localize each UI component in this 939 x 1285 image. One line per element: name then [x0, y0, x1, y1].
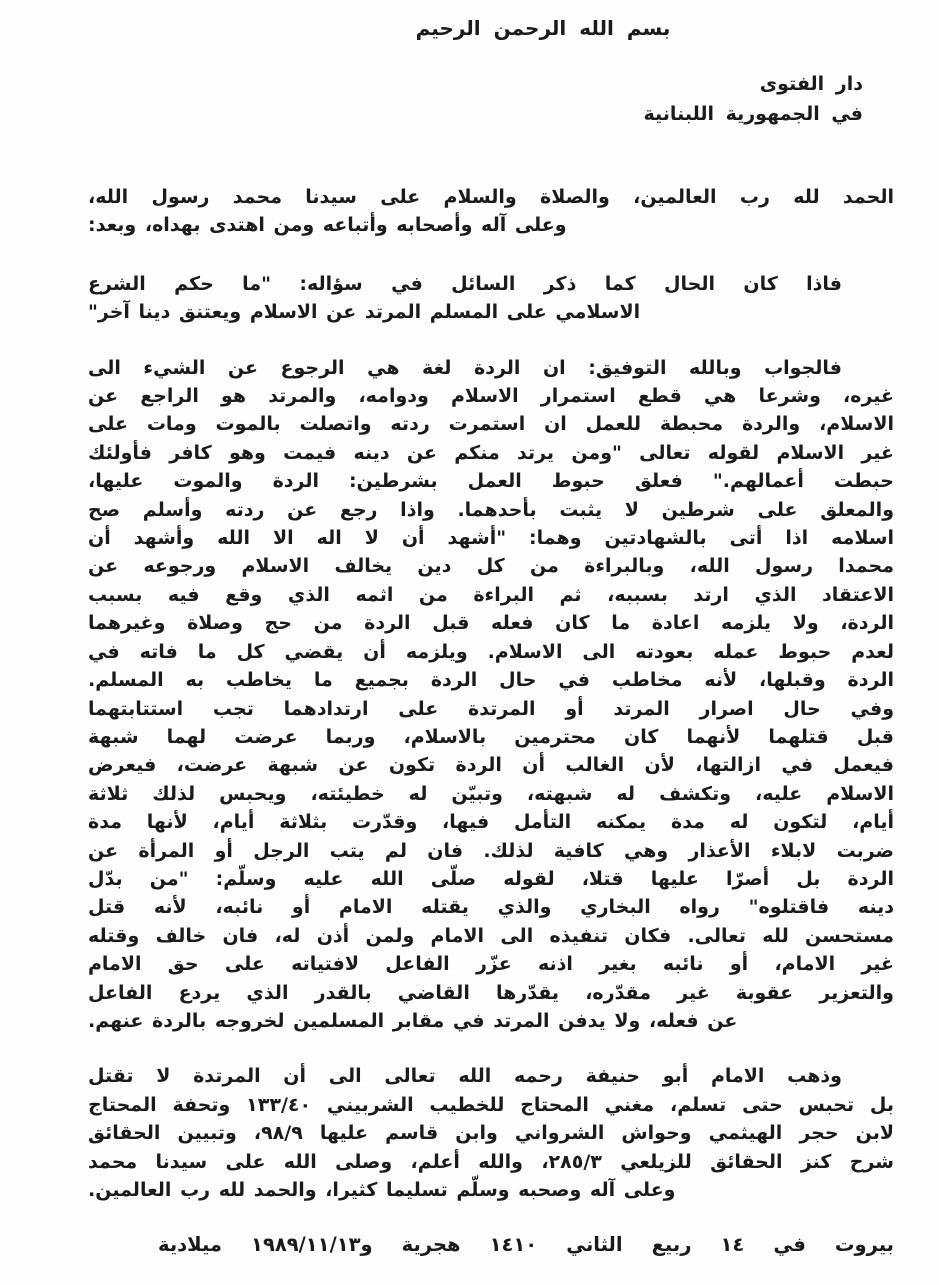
text-line: الاسلام عليه، وتكشف له شبهته، وتبيّن له خطيئته، ويحبس لذلك ثلاثة: [88, 782, 894, 805]
paragraph-hanafi-view-and-closing: [88, 1062, 894, 1204]
text-line: أيام، لتكون له مدة يمكنه التأمل فيها، وقدّرت بثلاثة أيام، لأنها مدة: [88, 811, 894, 834]
body-text: [88, 183, 894, 1204]
text-line: فيعمل في ازالتها، لأن الغالب أن الردة تكون عن شبهة عرضت، فيعرض: [88, 754, 894, 777]
text-line: وفي حال اصرار المرتد أو المرتدة على ارتدادهما تجب استتابتهما: [88, 697, 894, 720]
letterhead: [88, 69, 894, 129]
text-line: وعلى آله وصحبه وسلّم تسليما كثيرا، والحمد لله رب العالمين.: [88, 1179, 676, 1201]
text-line: الاسلامي على المسلم المرتد عن الاسلام ويعتنق دينا آخر": [88, 301, 641, 324]
text-line: وذهب الامام أبو حنيفة رحمه الله تعالى الى أن المرتدة لا تقتل: [88, 1065, 842, 1088]
text-line: الحمد لله رب العالمين، والصلاة والسلام على سيدنا محمد رسول الله،: [88, 186, 894, 208]
text-line: الاعتقاد الذي ارتد بسببه، ثم البراءة من اثمه الذي وقع فيه بسبب: [88, 583, 894, 606]
text-line: عن فعله، ولا يدفن المرتد في مقابر المسلمين لخروجه بالردة عنهم.: [88, 1009, 738, 1032]
text-line: شرح كنز الحقائق للزيلعي ٢٨٥/٣، والله أعلم، وصلى الله على سيدنا محمد: [88, 1150, 894, 1173]
text-line: قبل قتلهما لأنهما كان محترمين بالاسلام، وربما عرضت لهما شبهة: [88, 725, 894, 748]
letterhead-region: في الجمهورية اللبنانية: [643, 103, 863, 125]
paragraph-question: [88, 270, 894, 327]
text-line: فاذا كان الحال كما ذكر السائل في سؤاله: "ما حكم الشرع: [88, 272, 842, 295]
text-line: الردة وقبلها، لأنه مخاطب في حال الردة بجميع ما يخاطب به المسلم.: [88, 669, 894, 692]
letterhead-organization: دار الفتوى: [759, 73, 863, 95]
text-line: فالجواب وبالله التوفيق: ان الردة لغة هي الرجوع عن الشيء الى: [88, 356, 842, 379]
text-line: حبطت أعمالهم." فعلق حبوط العمل بشرطين: الردة والموت عليها،: [88, 470, 894, 493]
text-line: غيره، وشرعا هي قطع استمرار الاسلام ودوامه، والمرتد هو الراجع عن: [88, 385, 894, 408]
text-line: لابن حجر الهيثمي وحواش الشرواني وابن قاسم عليها ٩٨/٩، وتبيين الحقائق: [88, 1122, 894, 1145]
text-line: الردة، ولا يلزمه اعادة ما كان فعله قبل الردة من حج وصلاة وغيرهما: [88, 612, 894, 635]
text-line: غير الاسلام لقوله تعالى "ومن يرتد منكم عن دينه فيمت وهو كافر فأولئك: [88, 441, 894, 464]
text-line: والتعزير عقوبة غير مقدّره، يقدّرها القاضي بالقدر الذي يردع الفاعل: [88, 981, 894, 1004]
text-line: والمعلق على شرطين لا يثبت بأحدهما. واذا رجع عن ردته وأسلم صح: [88, 498, 894, 521]
text-line: غير الامام، أو نائبه بغير اذنه عزّر الفاعل لافتياته على حق الامام: [88, 953, 894, 976]
text-line: الردة بل أصرّا عليها قتلا، لقوله صلّى الله عليه وسلّم: "من بدّل: [88, 867, 894, 890]
text-line: وعلى آله وأصحابه وأتباعه ومن اهتدى بهداه، وبعد:: [88, 214, 567, 237]
text-line: محمدا رسول الله، وبالبراءة من كل دين يخالف الاسلام ورجوعه عن: [88, 555, 894, 578]
paragraph-answer: [88, 354, 894, 1036]
text-line: اسلامه اذا أتى بالشهادتين وهما: "أشهد أن لا اله الا الله وأشهد أن: [88, 527, 894, 550]
text-line: الاسلام، والردة محبطة للعمل ان استمرت ردته واتصلت بالموت ومات على: [88, 413, 894, 436]
dateline: بيروت في ١٤ ربيع الثاني ١٤١٠ هجرية و١٩٨٩/١١/١٣ ميلادية: [158, 1233, 894, 1257]
text-line: لعدم حبوط عمله بعودته الى الاسلام. ويلزمه أن يقضي كل ما فاته في: [88, 640, 894, 663]
text-line: مستحسن لله تعالى. فكان تنفيذه الى الامام ولمن أذن له، فان خالف وقتله: [88, 924, 894, 947]
text-line: بل تحبس حتى تسلم، مغني المحتاج للخطيب الشربيني ١٣٣/٤٠ وتحفة المحتاج: [88, 1093, 894, 1116]
paragraph-opening-praise: [88, 183, 894, 240]
text-line: ضربت لابلاء الأعذار وهي كافية لذلك. فان لم يتب الرجل أو المرأة عن: [88, 839, 894, 862]
text-line: دينه فاقتلوه" رواه البخاري والذي يقتله الامام أو نائبه، لأنه قتل: [88, 896, 894, 919]
basmala: بسم الله الرحمن الرحيم: [415, 16, 671, 40]
